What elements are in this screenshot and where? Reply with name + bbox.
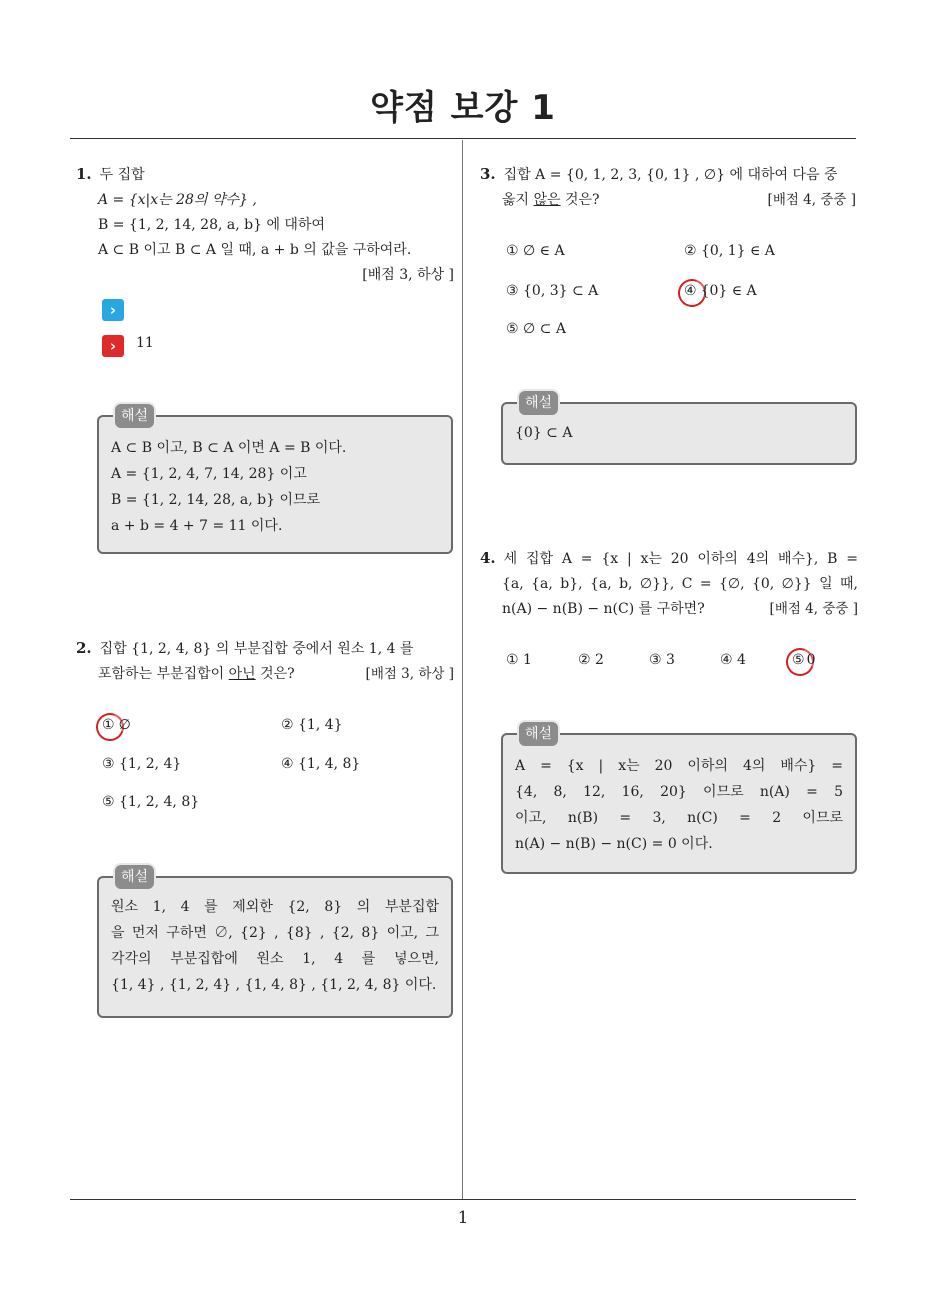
choice-3[interactable]: ③ {1, 2, 4} (102, 756, 182, 772)
question-4 (480, 546, 858, 622)
choice-5[interactable] (792, 652, 815, 668)
question-text: 세 집합 A = {x | x는 20 이하의 4의 배수}, B = (503, 551, 858, 567)
score-label: [배점 3, 하상 ] (362, 267, 454, 283)
choice-4[interactable] (684, 283, 757, 299)
choice-1[interactable]: ① ∅ ∈ A (506, 243, 565, 259)
choice-text: {0} ∈ A (700, 283, 757, 299)
choice-number: ⑤ (792, 652, 805, 668)
choice-5[interactable]: ⑤ {1, 2, 4, 8} (102, 794, 200, 810)
question-number: 3. (480, 165, 496, 183)
page-title: 약점 보강 1 (370, 88, 556, 128)
solution-line: A = {1, 2, 4, 7, 14, 28} 이고 (111, 466, 307, 482)
solution-tag: 해설 (517, 720, 560, 748)
question-text: 집합 A = {0, 1, 2, 3, {0, 1} , ∅} 에 대하여 다음 중 (503, 167, 838, 183)
choice-1[interactable]: ① 1 (506, 652, 532, 668)
choice-2[interactable]: ② 2 (578, 652, 604, 668)
choice-3[interactable]: ③ 3 (649, 652, 675, 668)
solution-box (97, 869, 453, 1018)
question-text: A = {x|x는 28의 약수} , (98, 192, 257, 208)
solution-line: {0} ⊂ A (515, 425, 573, 441)
question-text: n(A) − n(B) − n(C) 를 구하면? (502, 601, 705, 617)
choice-2[interactable]: ② {0, 1} ∈ A (684, 243, 775, 259)
solution-line: {1, 4} , {1, 2, 4} , {1, 4, 8} , {1, 2, 4, 8} 이다. (111, 977, 437, 993)
solution-line: n(A) − n(B) − n(C) = 0 이다. (515, 836, 713, 852)
question-text: A ⊂ B 이고 B ⊂ A 일 때, a + b 의 값을 구하여라. (98, 242, 412, 258)
page-number: 1 (457, 1208, 469, 1228)
question-number: 4. (480, 549, 496, 567)
choice-3[interactable]: ③ {0, 3} ⊂ A (506, 283, 599, 299)
solution-line: 이고, n(B) = 3, n(C) = 2 이므로 (515, 810, 843, 826)
question-text: 옳지 (502, 192, 534, 208)
question-number: 1. (76, 165, 92, 183)
choice-number: ① (102, 717, 115, 733)
question-text: 집합 {1, 2, 4, 8} 의 부분집합 중에서 원소 1, 4 를 (99, 641, 414, 657)
solution-tag: 해설 (517, 389, 560, 417)
solution-line: A ⊂ B 이고, B ⊂ A 이면 A = B 이다. (111, 440, 347, 456)
question-text: B = {1, 2, 14, 28, a, b} 에 대하여 (98, 217, 325, 233)
play-icon[interactable]: › (102, 299, 124, 321)
question-emphasis: 아닌 (228, 666, 256, 682)
solution-line: 을 먼저 구하면 ∅, {2} , {8} , {2, 8} 이고, 그 (111, 925, 439, 941)
question-text: 두 집합 (99, 167, 145, 183)
solution-line: A = {x | x는 20 이하의 4의 배수} = (515, 758, 843, 774)
choice-number: ④ (684, 283, 697, 299)
choice-text: 0 (806, 652, 816, 668)
answer-text: 11 (136, 335, 154, 351)
question-text: 것은? (255, 666, 295, 682)
solution-tag: 해설 (113, 402, 156, 430)
solution-line: {4, 8, 12, 16, 20} 이므로 n(A) = 5 (515, 784, 843, 800)
question-text: 포함하는 부분집합이 (98, 666, 229, 682)
question-number: 2. (76, 639, 92, 657)
solution-box (97, 408, 453, 554)
solution-line: 각각의 부분집합에 원소 1, 4 를 넣으면, (111, 951, 439, 967)
play-icon[interactable]: › (102, 335, 124, 357)
solution-tag: 해설 (113, 863, 156, 891)
solution-box (501, 395, 857, 465)
score-label: [배점 4, 중중 ] (769, 601, 858, 617)
choice-5[interactable]: ⑤ ∅ ⊂ A (506, 321, 566, 337)
solution-line: 원소 1, 4 를 제외한 {2, 8} 의 부분집합 (111, 899, 439, 915)
solution-line: a + b = 4 + 7 = 11 이다. (111, 518, 283, 534)
question-text: 것은? (560, 192, 600, 208)
question-2 (76, 636, 454, 687)
question-1 (76, 162, 454, 288)
header-rule (70, 138, 856, 139)
choice-4[interactable]: ④ 4 (720, 652, 746, 668)
question-emphasis: 않은 (533, 192, 561, 208)
footer-rule (70, 1199, 856, 1200)
column-divider (462, 140, 463, 1200)
score-label: [배점 4, 중중 ] (767, 192, 856, 208)
choice-text: ∅ (118, 717, 131, 733)
solution-box (501, 726, 857, 874)
choice-2[interactable]: ② {1, 4} (281, 717, 343, 733)
choice-4[interactable]: ④ {1, 4, 8} (281, 756, 361, 772)
score-label: [배점 3, 하상 ] (365, 666, 454, 682)
question-3 (480, 162, 856, 213)
question-text: {a, {a, b}, {a, b, ∅}}, C = {∅, {0, ∅}} 일 때, (502, 576, 858, 592)
choice-1[interactable] (102, 717, 131, 733)
solution-line: B = {1, 2, 14, 28, a, b} 이므로 (111, 492, 321, 508)
